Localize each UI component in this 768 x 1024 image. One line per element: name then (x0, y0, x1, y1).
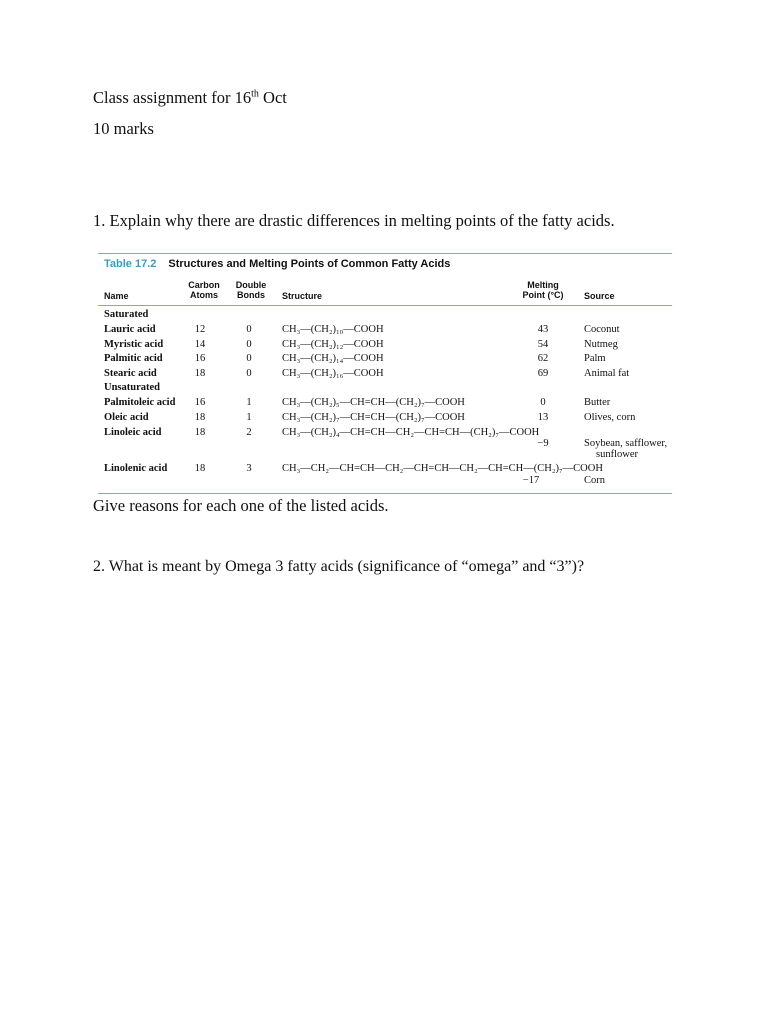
header-melting-point: Melting Point (°C) (522, 280, 564, 300)
table-row-melting-point: 62 (537, 353, 549, 364)
table-row-melting-point: 0 (540, 397, 546, 408)
table-row-structure: CH₃—(CH₂)₁₂—COOH (282, 339, 384, 350)
table-row-carbon: 12 (194, 324, 206, 335)
table-row-double: 3 (246, 463, 252, 474)
table-row-name: Stearic acid (104, 368, 157, 379)
table-row-carbon: 14 (194, 339, 206, 350)
table-row-structure: CH₃—(CH₂)₁₀—COOH (282, 324, 384, 335)
table-row-source: Palm (584, 353, 606, 364)
table-row-double: 0 (246, 324, 252, 335)
table-row-structure: CH₃—(CH₂)₅—CH=CH—(CH₂)₇—COOH (282, 397, 465, 408)
table-header-rule (98, 305, 672, 306)
table-row-name: Palmitoleic acid (104, 397, 176, 408)
question-2: 2. What is meant by Omega 3 fatty acids (significance of “omega” and “3”)? (93, 558, 585, 575)
table-row-source: Olives, corn (584, 412, 636, 423)
table-row-melting-point: −17 (522, 475, 540, 486)
assignment-heading: Class assignment for 16th Oct (93, 88, 287, 107)
table-row-melting-point: 69 (537, 368, 549, 379)
table-row-double: 0 (246, 339, 252, 350)
header-name: Name (104, 291, 129, 301)
table-row-double: 1 (246, 397, 252, 408)
table-row-melting-point: 13 (537, 412, 549, 423)
table-row-carbon: 18 (194, 463, 206, 474)
table-row-source: Soybean, safflower, sunflower (584, 438, 668, 460)
table-row-melting-point: −9 (537, 438, 549, 449)
table-row-name: Linoleic acid (104, 427, 162, 438)
marks-text: 10 marks (93, 119, 154, 138)
reasons-instruction: Give reasons for each one of the listed acids. (93, 496, 389, 515)
table-row-melting-point: 43 (537, 324, 549, 335)
section-unsaturated: Unsaturated (104, 382, 161, 393)
table-top-rule (98, 253, 672, 254)
table-row-name: Palmitic acid (104, 353, 163, 364)
table-row-structure: CH₃—(CH₂)₄—CH=CH—CH₂—CH=CH—(CH₂)₇—COOH (282, 427, 540, 438)
table-row-carbon: 16 (194, 397, 206, 408)
table-row-source: Butter (584, 397, 611, 408)
table-row-structure: CH₃—(CH₂)₇—CH=CH—(CH₂)₇—COOH (282, 412, 465, 423)
table-row-double: 0 (246, 368, 252, 379)
table-row-name: Oleic acid (104, 412, 149, 423)
table-row-source: Corn (584, 475, 605, 486)
table-row-carbon: 18 (194, 412, 206, 423)
table-row-name: Myristic acid (104, 339, 164, 350)
table-row-carbon: 18 (194, 368, 206, 379)
table-row-double: 0 (246, 353, 252, 364)
table-row-name: Linolenic acid (104, 463, 168, 474)
section-saturated: Saturated (104, 309, 149, 320)
table-row-double: 2 (246, 427, 252, 438)
table-row-source: Coconut (584, 324, 620, 335)
table-row-structure: CH₃—(CH₂)₁₆—COOH (282, 368, 384, 379)
table-row-name: Lauric acid (104, 324, 156, 335)
table-row-carbon: 18 (194, 427, 206, 438)
header-double-bonds: Double Bonds (235, 280, 267, 300)
table-row-double: 1 (246, 412, 252, 423)
table-row-structure: CH₃—(CH₂)₁₄—COOH (282, 353, 384, 364)
header-structure: Structure (282, 291, 323, 301)
table-row-source: Nutmeg (584, 339, 618, 350)
table-bottom-rule (98, 493, 672, 494)
table-row-melting-point: 54 (537, 339, 549, 350)
header-carbon-atoms: Carbon Atoms (188, 280, 220, 300)
table-row-structure: CH₃—CH₂—CH=CH—CH₂—CH=CH—CH₂—CH=CH—(CH₂)₇—COOH (282, 463, 603, 474)
question-1: 1. Explain why there are drastic differences in melting points of the fatty acids. (93, 211, 615, 230)
table-row-source: Animal fat (584, 368, 630, 379)
fatty-acids-table (98, 253, 672, 494)
table-row-carbon: 16 (194, 353, 206, 364)
heading-superscript: th (251, 88, 259, 100)
header-source: Source (584, 291, 615, 301)
table-title: Table 17.2 Structures and Melting Points of Common Fatty Acids (104, 258, 451, 270)
